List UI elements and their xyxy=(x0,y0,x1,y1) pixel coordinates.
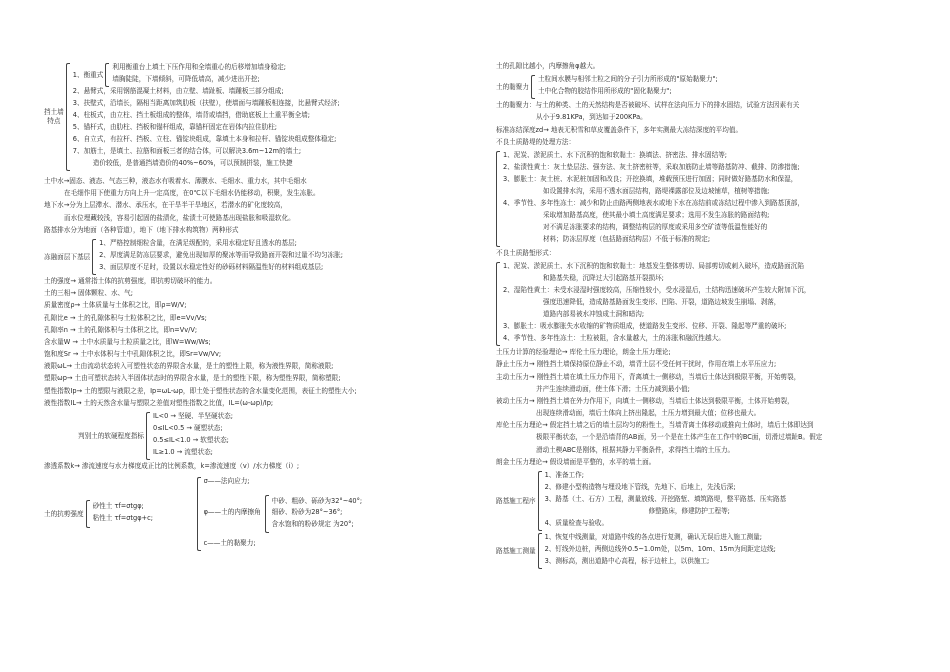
shear-strength-label: 土的抗剪强度 xyxy=(44,509,84,518)
text-line: 含水量W → 土中水质量与土粒质量之比，即W=Ww/Ws; xyxy=(44,337,211,346)
brace xyxy=(496,151,500,247)
text-line: 含水饱和的粉砂规定 为20°; xyxy=(271,519,354,528)
text-line: 7、加筋土，是填土、拉筋和面板三者的结合体，可以解决3.6m~12m的墙土; xyxy=(72,147,302,155)
text-line: 土中化合物的胶结作用所形成的"固化黏聚力"; xyxy=(537,87,672,96)
text-line: 细砂、粉砂为28°~36°; xyxy=(271,508,343,517)
text-line: 3、膨胀土：吸水膨胀失水收缩的矿物质组成，使道路发生变形、位移、开裂、隆起等严重的破坏; xyxy=(503,322,787,331)
text-line: 土的黏聚力：与土的种类、土的天然结构是否被破坏、试样在法向压力下的排水固结，试验方法因素有关 xyxy=(496,101,800,110)
survey-section xyxy=(496,533,916,569)
right-column xyxy=(496,62,916,571)
text-line: 1、恢复中线测量，对道路中线的各点进行复测，确认无误后进入施工测量; xyxy=(544,533,762,541)
text-line: 在毛细作用下使重力方向上升一定高度，在0℃以下毛细水仍能移动，积聚，发生冻胀。 xyxy=(64,189,320,198)
brace xyxy=(496,262,500,346)
text-line: 出现连续滑动面，墙后土体向上挤出隆起，土压力增到最大值；位移也最大。 xyxy=(536,409,761,418)
text-line: 3、膨胀土：灰土桩、水泥桩加固和改良；开挖换填，堆载预压进行加固；同时做好路基防水和保湿， xyxy=(503,174,798,183)
brace xyxy=(92,239,96,275)
text-line: 和路基失稳，沉降过大引起路基开裂损坏; xyxy=(543,274,664,283)
text-line: 2、盐渍性黄土：灰土垫层法、强夯法、灰土挤密桩等，采取加筋防止墙等路基防冲、截排、防渗措施; xyxy=(503,162,800,171)
text-line: 滑动土楔ABC是刚体，根据其静力平衡条件，求得挡土墙的土压力。 xyxy=(536,445,735,454)
text-line: 2、湿陷性黄土：未受水浸湿时强度较高，压缩性较小，受水浸湿后，土结构迅速破坏产生较大附加下沉， xyxy=(503,286,811,295)
text-line: 材料；防冻层厚度（包括路面结构层）不低于标准的规定; xyxy=(543,234,711,243)
text-line: 4、季节性、多年性冻土：减少和防止由路两侧地表水或地下水在冻结前或冻结过程中渗入到路基顶部， xyxy=(503,198,804,207)
text-line: 土压力计算的经验理论→ 库伦土压力理论，朗金土压力理论; xyxy=(496,348,671,357)
text-line: 利用衡重台上填土下压作用和全墙重心的后移增加墙身稳定; xyxy=(112,63,287,71)
text-line: 土的孔隙比越小，内摩擦角φ越大。 xyxy=(496,62,600,70)
text-line: 4、季节性、多年性冻土：土粒被阻，含水量越大，土的冻胀和融沉性越大。 xyxy=(503,334,725,343)
text-line: 朗金土压力理论→ 假设墙面是平整的，水平的墙土面。 xyxy=(496,457,656,466)
frost-base-label: 冻融面层下基层 xyxy=(44,252,91,261)
text-line: 2、悬臂式，采用钢筋混凝土材料，由立壁、墙趾板、墙踵板三部分组成; xyxy=(72,87,284,95)
brace xyxy=(538,471,542,531)
text-line: 5、锚杆式，由肋柱、挡板和锚杆组成，靠锚杆固定在岩体内拉住肋柱; xyxy=(72,123,278,131)
text-line: 2、钉线外边桩，两侧边线外0.5~1.0m处，以5m、10m、15m为间距定边线; xyxy=(544,545,776,553)
text-line: 塑性指数Ip→ 土的塑限与液限之差，Ip=ωL-ωp，即土处于塑性状态的含水量变化范围，表征土的塑性大小; xyxy=(44,386,357,395)
text-line: 路基排水分为地面（各种管道），地下（地下排水构筑物）两种形式 xyxy=(44,225,239,234)
section-heading: 不良土质路堤的处理方法： xyxy=(496,137,576,146)
text-line: 修整路床，修建防护工程等; xyxy=(648,507,730,515)
section-heading: 不良土质路堑形式： xyxy=(496,248,556,257)
text-line: 土的三相→ 固体颗粒、水、气; xyxy=(44,289,133,298)
brace xyxy=(197,477,201,551)
brace xyxy=(538,533,542,569)
text-line: 强度迅速降低，造成路基路面发生变形、凹陷、开裂，道路边坡发生崩塌、剥落， xyxy=(543,298,781,307)
text-line: 道路内部易被水冲蚀成土洞和暗沟; xyxy=(543,310,645,319)
text-line: 6、自立式，有拉杆、挡板、立柱、锚锭块组成，靠填土本身和拉杆、锚锭块组成整体稳定; xyxy=(72,135,337,143)
text-line: 砂性土 τf=σtgφ; xyxy=(92,502,144,510)
text-line: c——土的黏聚力; xyxy=(203,539,256,547)
text-line: 3、路基（土、石方）工程，测量放线、开挖路堑、填筑路堤，整平路基、压实路基 xyxy=(544,495,787,503)
brace xyxy=(105,63,109,87)
text-line: 土粒间水膜与相邻土粒之间的分子引力所形成的"原始黏聚力"; xyxy=(537,75,718,84)
text-line: 孔隙比e → 土的孔隙体积与土粒体积之比，即e=Vv/Vs; xyxy=(44,313,207,322)
text-line: 2、修建小型构造物与埋设地下管线，先地下、后地上，先浅后深; xyxy=(544,483,736,491)
brace xyxy=(86,500,90,528)
text-line: 采取增加路基高度，使其最小填土高度满足要求；选用不发生冻胀的路面结构; xyxy=(543,210,770,219)
text-line: 被动土压力→ 刚性挡土墙在外力作用下，向填土一侧移动，当墙后土体达到极限平衡，土体开始剪裂， xyxy=(496,396,794,405)
procedure-section xyxy=(496,471,916,531)
retaining-wall-section xyxy=(44,63,470,171)
consistency-label: 判别土的软硬程度指标 xyxy=(78,431,144,440)
text-line: 静止土压力→ 刚性挡土墙保持原位静止不动，墙背土层不受任何干扰时，作用在墙上水平压应力; xyxy=(496,360,777,369)
text-line: IL<0 → 坚硬、半坚硬状态; xyxy=(152,412,233,420)
frost-base-section xyxy=(44,239,470,275)
text-line: 渗透系数k→ 渗流速度与水力梯度成正比的比例系数，k=渗流速度（v）/水力梯度（i）; xyxy=(44,462,300,470)
brace xyxy=(66,63,70,171)
retaining-wall-label: 挡土墙 特点 xyxy=(44,107,64,125)
left-column xyxy=(44,62,470,551)
text-line: 土中水→固态、液态、气态三种，液态水有吸着水、薄膜水、毛细水、重力水，其中毛细水 xyxy=(44,177,307,185)
text-line: 液性指数IL→ 土的天然含水量与塑限之差值对塑性指数之比值，IL=(ω-ωp)/Ip; xyxy=(44,398,274,407)
consistency-section xyxy=(78,412,470,460)
text-line: 极限平衡状态，一个是沿墙背的AB面，另一个是在土体产生在工作中的BC面，切滑过墙趾B。假定 xyxy=(536,433,823,442)
text-line: 并产生连续滑动面，使土体下滑；土压力减到最小值; xyxy=(536,384,690,393)
text-line: IL≥1.0 → 流塑状态; xyxy=(152,448,213,456)
text-line: 3、扶壁式，沿墙长，隔相当距离加筑肋板（扶壁），使墙面与墙踵板相连接，比悬臂式经济; xyxy=(72,99,340,107)
text-line: 4、质量检查与验收。 xyxy=(544,519,609,527)
text-line: 1、泥炭、淤泥质土、水下沉积的饱和软黏土：换填法、挤密法、排水固结等; xyxy=(503,150,728,159)
text-line: 1、泥炭、淤泥质土、水下沉积的饱和软黏土：地基发生整体剪切、局部剪切或刺入破坏，造成路面沉陷 xyxy=(503,262,804,271)
text-line: 2、厚度满足防冻层要求，避免出现如厚的聚冰等而导致路面开裂和过量不均匀冻胀; xyxy=(99,250,343,259)
text-line: 塑限ωp→ 土由可塑状态转入半固体状态时的界限含水量，是土的塑性下限，称为塑性界限，简称塑限; xyxy=(44,374,341,383)
text-line: 3、面层厚度不足时，设置以水稳定性好的砂砾材料隔温性好的材料组成基层; xyxy=(99,262,324,271)
text-line: 墙胸陡陡，下墙倾斜，可降低墙高，减少进出开挖; xyxy=(112,75,260,83)
text-line: 如设置排水沟，采用不透水面层结构，路堤裸露部位及边坡铺草，植树等措施; xyxy=(543,186,770,195)
text-line: 4、柱板式，由立柱、挡土板组成的整体，墙背或墙挡，借助底板上土重平衡全墙; xyxy=(72,111,310,119)
text-line: 孔隙率n → 土的孔隙体积与土体积之比，即n=Vv/V; xyxy=(44,325,198,334)
text-line: 质量密度ρ→ 土体质量与土体积之比，即ρ=W/V; xyxy=(44,301,187,310)
shear-strength-section xyxy=(44,477,470,551)
brace xyxy=(531,75,535,99)
text-line: 土的强度→ 通常指土体的抗剪强度，即抗剪切破坏的能力。 xyxy=(44,276,217,285)
brace xyxy=(265,495,269,533)
text-line: 0≤IL<0.5 → 硬塑状态; xyxy=(152,424,223,432)
text-line: 对不满足冻胀要求的结构，调整结构层的厚度或采用多空矿渣等低温性能好的 xyxy=(543,222,768,231)
text-line: σ——法向应力; xyxy=(203,477,250,486)
cohesion-section xyxy=(496,75,916,99)
text-line: 而水位埋藏较浅，容易引起固的盐渍化，盐渍土可使路基出现盐胀和吸湿软化。 xyxy=(64,213,295,222)
text-line: 地下水→分为上层滞水、潜水、承压水，在干旱半干旱地区，若潜水的矿化度较高， xyxy=(44,201,287,210)
text-line: 0.5≤IL<1.0 → 软塑状态; xyxy=(152,436,229,444)
cohesion-label: 土的黏聚力 xyxy=(496,82,529,91)
text-line: 标准冻结深度zd→ 地表无积雪和草皮覆盖条件下，多年实测最大冻结深度的平均值。 xyxy=(496,125,743,134)
procedure-label: 路基施工程序 xyxy=(496,496,536,505)
bad-soil-list xyxy=(496,151,916,247)
text-line: 库伦土压力理论→ 假定挡土墙之后的墙土层均匀的粉性土，当墙背离土体移动或推向土体时，墙后土体即达到 xyxy=(496,421,814,430)
bad-cut-list xyxy=(496,262,916,346)
text-line: 1、准备工作; xyxy=(544,471,584,479)
text-line: 中砂、粗砂、砾砂为32°~40°; xyxy=(271,496,363,505)
text-line: φ——土的内摩擦角 xyxy=(203,508,261,517)
text-line: 主动土压力→ 刚性挡土墙在填土压力作用下，背离填土一侧移动，当墙后土体达到极限平衡，开始剪裂， xyxy=(496,372,801,381)
text-line: 3、测标高，测出道路中心高程，标于边桩上，以供施工; xyxy=(544,557,710,565)
survey-label: 路基施工测量 xyxy=(496,546,536,555)
text-line: 1、严格控制细粒含量，在满足级配的，采用水稳定好且透水的基层; xyxy=(99,238,297,247)
text-line: 造价较低，是普通挡墙造价的40%~60%，可以预制拼装，施工快捷 xyxy=(92,159,293,167)
retaining-item-1: 1、衡重式 利用衡重台上填土下压作用和全墙重心的后移增加墙身稳定; 墙胸陡陡，下墙倾斜，可降低墙高，减少进出开挖; xyxy=(73,63,470,87)
text-line: 粘性土 τf=σtgφ+c; xyxy=(92,514,153,523)
text-line: 饱和度Sr → 土中水体积与土中孔隙体积之比，即Sr=Vw/Vv; xyxy=(44,350,222,359)
text-line: 液限ωL→ 土由流动状态转入可塑性状态的界限含水量，是土的塑性上限，称为液性界限，简称液限; xyxy=(44,362,334,371)
brace xyxy=(146,412,150,460)
text-line: 从小于9.81KPa，到达如于200KPa。 xyxy=(536,113,647,122)
